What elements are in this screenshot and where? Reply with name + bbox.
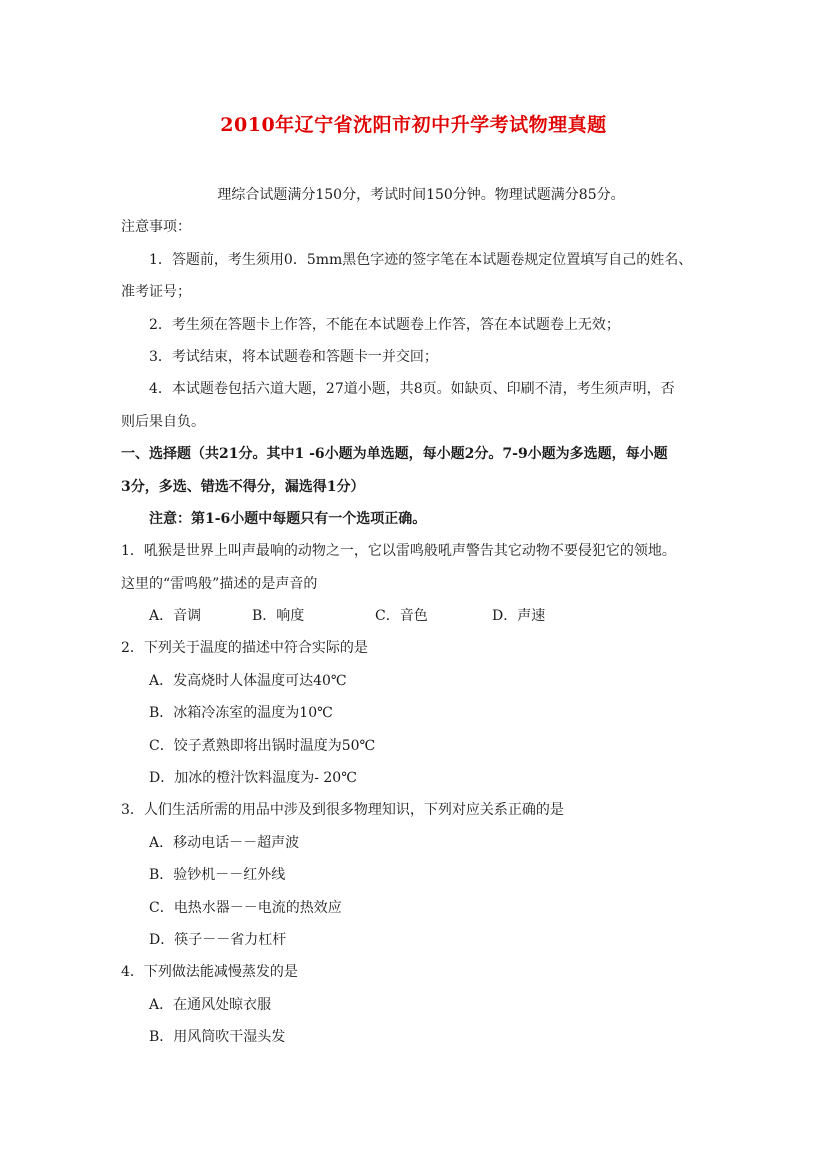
option-c: C．电热水器－－电流的热效应: [149, 899, 342, 916]
option-a: A．在通风处晾衣服: [149, 996, 272, 1013]
option-c: C．音色: [375, 608, 428, 625]
question-options: [121, 600, 721, 632]
question-stem: 这里的“雷鸣般”描述的是声音的: [121, 575, 318, 592]
page-title: 2010年辽宁省沈阳市初中升学考试物理真题: [220, 114, 607, 136]
option-a: A．音调: [149, 608, 202, 625]
section-heading: 一、选择题（共21分。其中1 -6小题为单选题，每小题2分。7-9小题为多选题，每小题: [121, 446, 668, 463]
option-b: B．验钞机－－红外线: [149, 867, 286, 884]
note-item: 则后果自负。: [121, 413, 205, 430]
option-a: A．发高烧时人体温度可达40℃: [149, 672, 347, 689]
note-item: 准考证号；: [121, 284, 191, 301]
exam-content: [121, 179, 721, 1054]
note-item: 2．考生须在答题卡上作答，不能在本试题卷上作答，答在本试题卷上无效；: [149, 316, 620, 333]
note-item: 1．答题前，考生须用0．5mm黑色字迹的签字笔在本试题卷规定位置填写自己的姓名、: [149, 251, 693, 268]
option-c: C．饺子煮熟即将出锅时温度为50℃: [149, 737, 376, 754]
option-d: D．声速: [492, 608, 546, 625]
question-stem: 3．人们生活所需的用品中涉及到很多物理知识，下列对应关系正确的是: [121, 802, 564, 819]
option-a: A．移动电话－－超声波: [149, 834, 300, 851]
option-b: B．用风筒吹干湿头发: [149, 1029, 286, 1046]
option-d: D．筷子－－省力杠杆: [149, 931, 287, 948]
question-stem: 1．吼猴是世界上叫声最响的动物之一，它以雷鸣般吼声警告其它动物不要侵犯它的领地。: [121, 543, 676, 560]
intro-line: 理综合试题满分150分，考试时间150分钟。物理试题满分85分。: [217, 187, 625, 203]
question-stem: 2．下列关于温度的描述中符合实际的是: [121, 640, 368, 657]
question-stem: 4．下列做法能减慢蒸发的是: [121, 964, 298, 981]
option-d: D．加冰的橙汁饮料温度为- 20℃: [149, 770, 357, 787]
note-item: 3．考试结束，将本试题卷和答题卡一并交回；: [149, 348, 438, 365]
option-b: B．响度: [252, 608, 305, 625]
section-heading: 3分，多选、错选不得分，漏选得1分）: [121, 478, 365, 495]
option-b: B．冰箱冷冻室的温度为10℃: [149, 705, 333, 722]
note-item: 4．本试题卷包括六道大题，27道小题，共8页。如缺页、印刷不清，考生须声明，否: [149, 381, 675, 398]
notes-heading: 注意事项：: [121, 219, 191, 236]
section-note: 注意：第1-6小题中每题只有一个选项正确。: [149, 510, 427, 527]
